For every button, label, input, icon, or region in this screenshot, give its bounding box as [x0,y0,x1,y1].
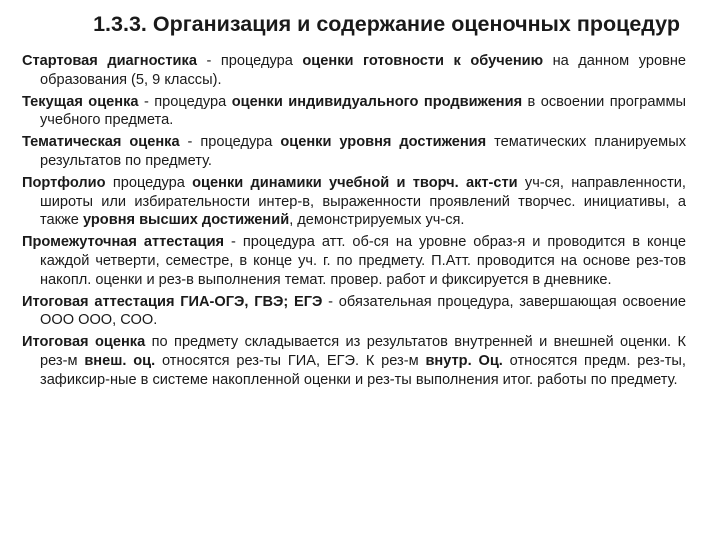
definition-paragraph [22,133,686,170]
text-run: - процедура [196,53,303,69]
bold-term: Портфолио [22,175,106,192]
bold-term: Тематическая оценка [22,134,180,151]
definition-paragraph [22,52,686,89]
bold-term: Итоговая оценка [22,334,146,351]
text-run: процедура [105,175,193,192]
bold-term: оценки динамики учебной и творч. акт-сти [192,175,518,192]
bold-term: Промежуточная аттестация [22,234,225,251]
bold-term: внутр. Оц. [425,352,503,369]
bold-term: Итоговая аттестация ГИА-ОГЭ, ГВЭ; ЕГЭ [22,293,323,310]
text-run: - обязательная процедура, завершающая освоение ООО ООО, СОО. [40,293,686,329]
text-run: - процедура [138,93,232,110]
text-run: уч-ся, направленности, широты или избирательности интер-в, выраженности проявлений творчес. инициативы, а также [40,175,686,229]
definition-paragraph [22,233,686,289]
bold-term: оценки индивидуального продвижения [231,93,523,110]
text-run: в освоении программы учебного предмета. [40,93,687,129]
text-run: относятся рез-ты ГИА, ЕГЭ. К рез-м [155,352,426,369]
definition-paragraph [22,93,686,130]
bold-term: уровня высших достижений [82,212,290,229]
bold-term: Стартовая диагностика [22,53,197,69]
definition-paragraph [22,174,686,230]
slide-title: 1.3.3. Организация и содержание оценочных процедур [93,12,680,36]
bold-term: оценки готовности к обучению [302,53,544,69]
definition-paragraph [22,293,686,330]
text-run: , демонстрируемых уч-ся. [289,212,465,229]
bold-term: Текущая оценка [22,93,139,110]
bold-term: внеш. оц. [84,352,156,369]
definition-paragraph [22,333,686,389]
text-run: - процедура атт. об-ся на уровне образ-я и проводится в конце каждой четверти, семестре, в конце уч. г. по предмету. П.Атт. проводится на основе рез-тов накопл. оценки и рез-в выполнения темат. провер. работ и фиксируется в дневнике. [40,234,687,288]
bold-term: оценки уровня достижения [280,134,487,151]
text-run: тематических планируемых результатов по предмету. [40,134,686,169]
definition-list [22,52,686,389]
text-run: относятся предм. рез-ты, зафиксир-ные в системе накопленной оценки и рез-ты выполнения итог. работы по предмету. [40,352,686,388]
text-run: по предмету складывается из результатов внутренней и внешней оценки. К рез-м [40,334,686,369]
text-run: - процедура [179,134,281,151]
text-run: на данном уровне образования (5, 9 классы). [40,53,686,88]
